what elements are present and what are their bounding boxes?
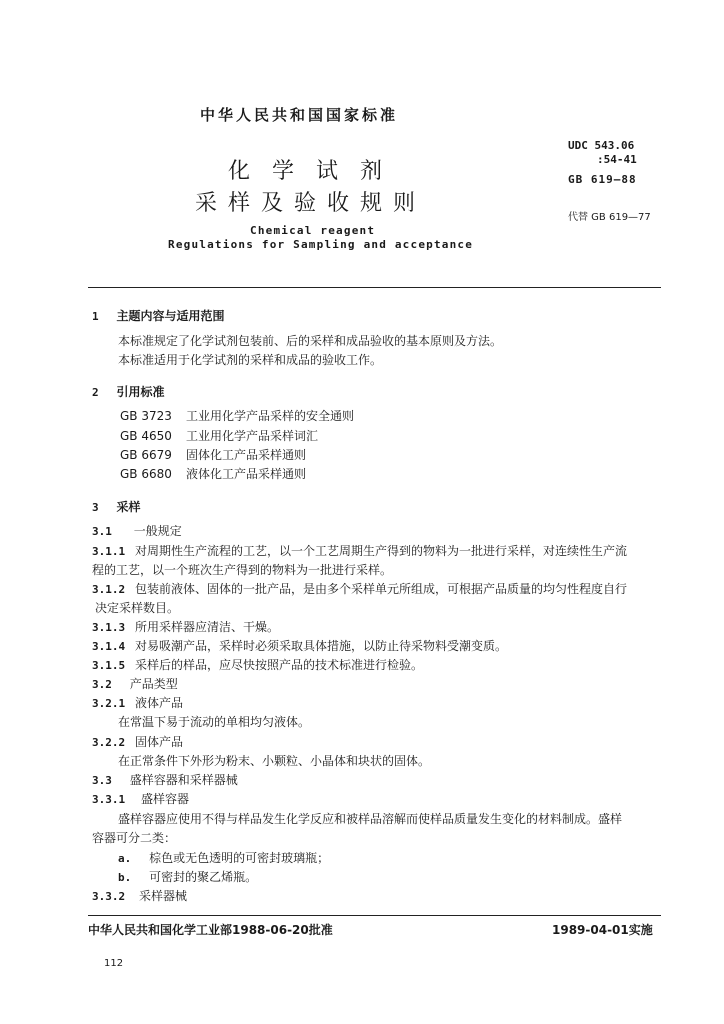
- section-title: 一般规定: [133, 524, 182, 538]
- footer-divider: [88, 915, 661, 916]
- section-1-heading: [92, 307, 224, 324]
- clause-text-continued: 程的工艺，以一个班次生产得到的物料为一批进行采样。: [92, 563, 393, 577]
- list-text: 可密封的聚乙烯瓶。: [149, 870, 258, 884]
- reference-item: [120, 427, 318, 444]
- clause-text: 采样后的样品，应尽快按照产品的技术标准进行检验。: [134, 658, 423, 672]
- list-label: b.: [118, 871, 132, 884]
- clause-number: 3.2.1: [92, 697, 126, 710]
- paragraph: 本标准规定了化学试剂包装前、后的采样和成品验收的基本原则及方法。: [118, 334, 503, 348]
- approval-note: 中华人民共和国化学工业部1988-06-20批准: [88, 923, 333, 937]
- clause-text: 盛样容器应使用不得与样品发生化学反应和被样品溶解而使样品质量发生变化的材料制成。盛样: [118, 812, 623, 826]
- clause-3-3-1: [92, 790, 189, 807]
- header-divider: [88, 287, 661, 288]
- clause-number: 3.1.2: [92, 583, 126, 596]
- clause-text: 对周期性生产流程的工艺，以一个工艺周期生产得到的物料为一批进行采样，对连续性生产流: [134, 544, 627, 558]
- clause-text: 在常温下易于流动的单相均匀液体。: [118, 715, 311, 729]
- reference-item: [120, 446, 306, 463]
- clause-3-1-4: [92, 637, 507, 654]
- section-title: 采样: [116, 500, 141, 514]
- title-english-line2: Regulations for Sampling and acceptance: [168, 238, 474, 251]
- section-2-heading: [92, 383, 164, 400]
- list-item: [118, 868, 257, 885]
- paragraph: 本标准适用于化学试剂的采样和成品的验收工作。: [118, 353, 383, 367]
- title-chinese-line2: 采样及验收规则: [195, 191, 427, 216]
- title-english-line1: Chemical reagent: [250, 224, 376, 237]
- clause-3-3-2: [92, 887, 187, 904]
- reference-title: 固体化工产品采样通则: [186, 448, 307, 462]
- clause-3-1-5: [92, 656, 423, 673]
- reference-code: GB 4650: [120, 429, 172, 443]
- section-title: 产品类型: [129, 677, 178, 691]
- clause-number: 3.1.5: [92, 659, 126, 672]
- replaces-note: 代替 GB 619—77: [568, 212, 651, 223]
- section-number: 1: [92, 310, 99, 323]
- reference-code: GB 6680: [120, 467, 172, 481]
- clause-title: 固体产品: [134, 735, 183, 749]
- clause-3-1-3: [92, 618, 279, 635]
- section-number: 3.3: [92, 774, 112, 787]
- implementation-date: 1989-04-01实施: [552, 923, 653, 937]
- udc-code-suffix: :54-41: [597, 153, 637, 166]
- section-number: 2: [92, 386, 99, 399]
- list-text: 棕色或无色透明的可密封玻璃瓶；: [149, 851, 330, 865]
- clause-text-continued: 决定采样数目。: [95, 601, 180, 615]
- subsection-3-3: [92, 771, 238, 788]
- clause-text: 在正常条件下外形为粉末、小颗粒、小晶体和块状的固体。: [118, 754, 431, 768]
- list-label: a.: [118, 852, 132, 865]
- subsection-3-2: [92, 675, 178, 692]
- clause-title: 液体产品: [134, 696, 183, 710]
- clause-3-2-2: [92, 733, 183, 750]
- subsection-3-1: [92, 522, 182, 539]
- reference-title: 工业用化学产品采样的安全通则: [186, 409, 355, 423]
- clause-3-1-1: [92, 542, 627, 559]
- clause-3-1-2: [92, 580, 627, 597]
- clause-text: 对易吸潮产品，采样时必须采取具体措施，以防止待采物料受潮变质。: [134, 639, 507, 653]
- reference-item: [120, 465, 306, 482]
- clause-title: 采样器械: [138, 889, 187, 903]
- clause-number: 3.2.2: [92, 736, 126, 749]
- clause-number: 3.3.1: [92, 793, 126, 806]
- clause-3-2-1: [92, 694, 183, 711]
- section-number: 3.1: [92, 525, 112, 538]
- list-item: [118, 849, 329, 866]
- clause-number: 3.1.3: [92, 621, 126, 634]
- clause-number: 3.3.2: [92, 890, 126, 903]
- reference-code: GB 3723: [120, 409, 172, 423]
- udc-code: UDC 543.06: [568, 139, 635, 152]
- reference-title: 液体化工产品采样通则: [186, 467, 307, 481]
- section-number: 3.2: [92, 678, 112, 691]
- reference-code: GB 6679: [120, 448, 172, 462]
- section-title: 主题内容与适用范围: [116, 309, 225, 323]
- reference-title: 工业用化学产品采样词汇: [186, 429, 319, 443]
- clause-text-continued: 容器可分二类：: [92, 831, 177, 845]
- national-standard-heading: 中华人民共和国国家标准: [200, 106, 399, 124]
- section-title: 引用标准: [116, 385, 165, 399]
- clause-text: 所用采样器应清洁、干燥。: [134, 620, 279, 634]
- clause-text: 包装前液体、固体的一批产品，是由多个采样单元所组成，可根据产品质量的均匀性程度自行: [134, 582, 627, 596]
- page-number: 112: [104, 958, 124, 969]
- reference-item: [120, 407, 354, 424]
- title-chinese-line1: 化学试剂: [228, 159, 405, 184]
- section-title: 盛样容器和采样器械: [129, 773, 238, 787]
- clause-title: 盛样容器: [140, 792, 189, 806]
- section-3-heading: [92, 498, 140, 515]
- clause-number: 3.1.4: [92, 640, 126, 653]
- gb-code: GB 619—88: [568, 173, 637, 186]
- section-number: 3: [92, 501, 99, 514]
- clause-number: 3.1.1: [92, 545, 126, 558]
